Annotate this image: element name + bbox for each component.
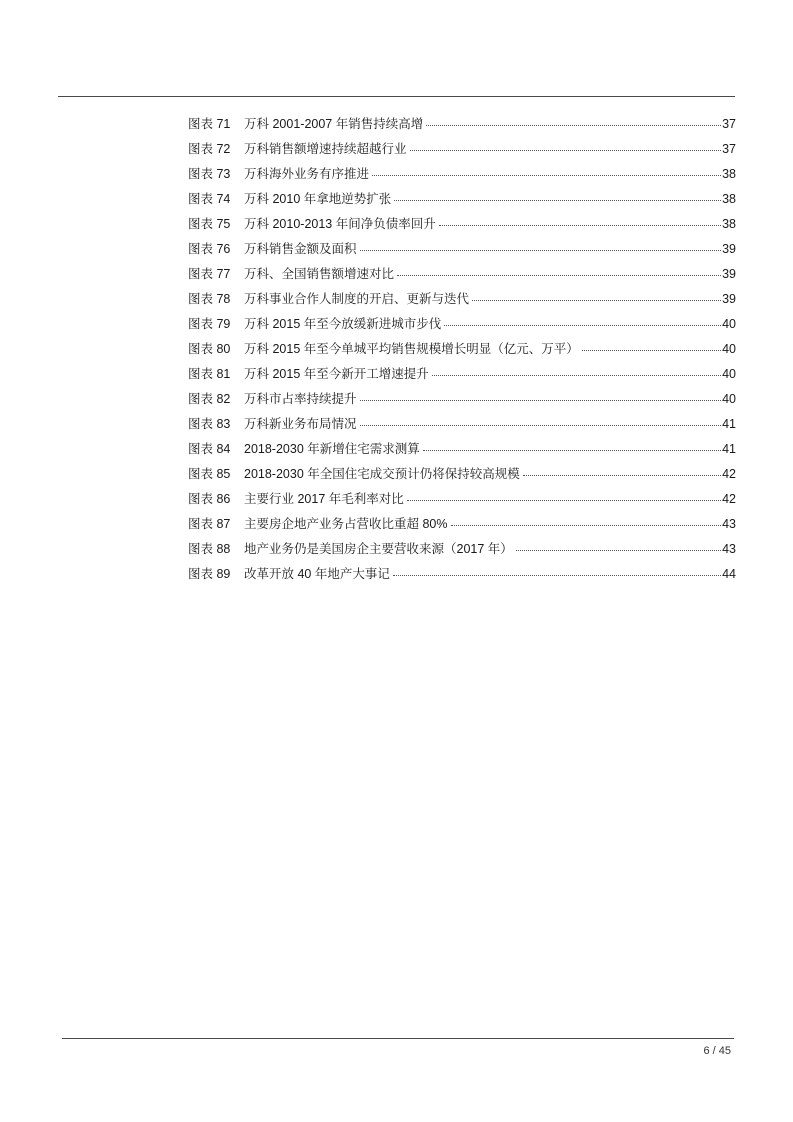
dot-leader	[393, 564, 721, 576]
toc-entry-title: 万科销售额增速持续超越行业	[244, 142, 407, 156]
toc-entry-page: 44	[722, 567, 736, 581]
toc-entry[interactable]	[188, 564, 736, 589]
toc-entry-page: 39	[722, 292, 736, 306]
toc-entry-label: 图表 82	[188, 392, 231, 406]
toc-entry[interactable]	[188, 214, 736, 239]
toc-entry-label: 图表 76	[188, 242, 231, 256]
dot-leader	[423, 439, 721, 451]
toc-entry-label: 图表 71	[188, 117, 231, 131]
toc-entry[interactable]	[188, 514, 736, 539]
dot-leader	[360, 389, 722, 401]
toc-entry-page: 39	[722, 267, 736, 281]
toc-entry[interactable]	[188, 389, 736, 414]
dot-leader	[439, 214, 721, 226]
toc-entry-title: 地产业务仍是美国房企主要营收来源（2017 年）	[244, 542, 513, 556]
toc-entry-page: 39	[722, 242, 736, 256]
toc-entry-label: 图表 72	[188, 142, 231, 156]
toc-entry-title: 万科 2015 年至今新开工增速提升	[244, 367, 429, 381]
footer-divider	[62, 1038, 734, 1039]
toc-entry[interactable]	[188, 289, 736, 314]
dot-leader	[444, 314, 721, 326]
toc-entry[interactable]	[188, 339, 736, 364]
dot-leader	[451, 514, 722, 526]
dot-leader	[426, 114, 721, 126]
toc-entry-page: 38	[722, 167, 736, 181]
toc-entry-label: 图表 89	[188, 567, 231, 581]
toc-entry[interactable]	[188, 489, 736, 514]
toc-entry-page: 43	[722, 542, 736, 556]
toc-entry-page: 43	[722, 517, 736, 531]
toc-entry-label: 图表 86	[188, 492, 231, 506]
toc-entry-page: 38	[722, 217, 736, 231]
page-number: 6 / 45	[703, 1045, 731, 1057]
table-of-figures	[188, 114, 736, 589]
toc-entry-page: 38	[722, 192, 736, 206]
toc-entry-title: 万科 2015 年至今放缓新进城市步伐	[244, 317, 442, 331]
toc-entry-page: 42	[722, 492, 736, 506]
toc-entry-page: 40	[722, 367, 736, 381]
dot-leader	[372, 164, 721, 176]
toc-entry-page: 42	[722, 467, 736, 481]
toc-entry-title: 主要房企地产业务占营收比重超 80%	[244, 517, 448, 531]
toc-entry[interactable]	[188, 464, 736, 489]
toc-entry-title: 万科事业合作人制度的开启、更新与迭代	[244, 292, 470, 306]
dot-leader	[472, 289, 721, 301]
toc-entry-label: 图表 83	[188, 417, 231, 431]
toc-entry-page: 40	[722, 317, 736, 331]
toc-entry-title: 万科 2010-2013 年间净负债率回升	[244, 217, 436, 231]
toc-entry[interactable]	[188, 314, 736, 339]
toc-entry-page: 40	[722, 342, 736, 356]
toc-entry-title: 万科海外业务有序推进	[244, 167, 370, 181]
toc-entry-title: 万科 2010 年拿地逆势扩张	[244, 192, 392, 206]
toc-entry-label: 图表 80	[188, 342, 231, 356]
toc-entry[interactable]	[188, 139, 736, 164]
toc-entry[interactable]	[188, 239, 736, 264]
toc-entry-label: 图表 74	[188, 192, 231, 206]
toc-entry-page: 37	[722, 117, 736, 131]
dot-leader	[394, 189, 721, 201]
toc-entry-title: 万科、全国销售额增速对比	[244, 267, 395, 281]
toc-entry-page: 37	[722, 142, 736, 156]
toc-entry[interactable]	[188, 264, 736, 289]
toc-entry-label: 图表 73	[188, 167, 231, 181]
dot-leader	[582, 339, 721, 351]
header-divider	[58, 96, 735, 97]
toc-entry-label: 图表 77	[188, 267, 231, 281]
dot-leader	[360, 414, 722, 426]
toc-entry[interactable]	[188, 439, 736, 464]
toc-entry-label: 图表 85	[188, 467, 231, 481]
dot-leader	[432, 364, 721, 376]
toc-entry-title: 万科 2001-2007 年销售持续高增	[244, 117, 424, 131]
toc-entry-label: 图表 81	[188, 367, 231, 381]
toc-entry[interactable]	[188, 414, 736, 439]
toc-entry[interactable]	[188, 539, 736, 564]
toc-entry[interactable]	[188, 114, 736, 139]
toc-entry-label: 图表 79	[188, 317, 231, 331]
dot-leader	[410, 139, 722, 151]
toc-entry-page: 41	[722, 417, 736, 431]
dot-leader	[523, 464, 721, 476]
toc-entry-title: 万科市占率持续提升	[244, 392, 357, 406]
toc-entry-title: 2018-2030 年全国住宅成交预计仍将保持较高规模	[244, 467, 520, 481]
toc-entry-page: 40	[722, 392, 736, 406]
toc-entry-label: 图表 84	[188, 442, 231, 456]
toc-entry-label: 图表 75	[188, 217, 231, 231]
dot-leader	[397, 264, 721, 276]
toc-entry-page: 41	[722, 442, 736, 456]
toc-entry-title: 万科新业务布局情况	[244, 417, 357, 431]
toc-entry-title: 万科销售金额及面积	[244, 242, 357, 256]
toc-entry[interactable]	[188, 189, 736, 214]
dot-leader	[360, 239, 722, 251]
toc-entry-title: 主要行业 2017 年毛利率对比	[244, 492, 404, 506]
toc-entry-label: 图表 78	[188, 292, 231, 306]
toc-entry-title: 万科 2015 年至今单城平均销售规模增长明显（亿元、万平）	[244, 342, 579, 356]
dot-leader	[516, 539, 721, 551]
toc-entry-title: 2018-2030 年新增住宅需求测算	[244, 442, 420, 456]
toc-entry-label: 图表 88	[188, 542, 231, 556]
dot-leader	[407, 489, 721, 501]
toc-entry[interactable]	[188, 164, 736, 189]
toc-entry-label: 图表 87	[188, 517, 231, 531]
toc-entry-title: 改革开放 40 年地产大事记	[244, 567, 390, 581]
toc-entry[interactable]	[188, 364, 736, 389]
